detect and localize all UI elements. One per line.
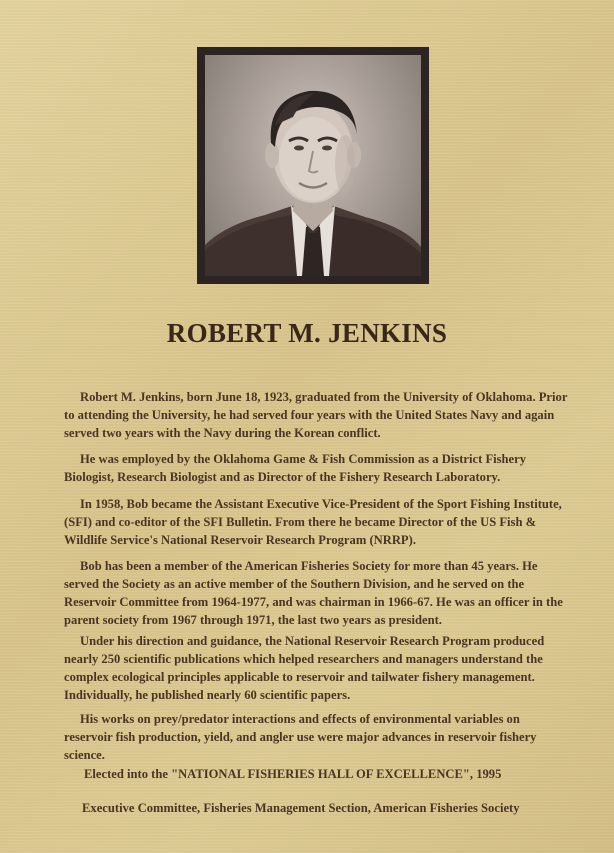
portrait-illustration	[205, 55, 421, 276]
hall-of-excellence-line: Elected into the "NATIONAL FISHERIES HALL OF EXCELLENCE", 1995	[84, 767, 502, 781]
bio-paragraph-3: In 1958, Bob became the Assistant Executive Vice-President of the Sport Fishing Institute, (SFI) and co-editor of the SFI Bulletin. From there he became Director of the US Fish & Wildlife Service's National Reservoir Research Program (NRRP).	[64, 497, 562, 547]
bio-paragraph-2: He was employed by the Oklahoma Game & Fish Commission as a District Fishery Biologist, Research Biologist and as Director of the Fishery Research Laboratory.	[64, 452, 527, 484]
committee-credit-line: Executive Committee, Fisheries Management Section, American Fisheries Society	[82, 801, 520, 815]
bio-paragraph-4: Bob has been a member of the American Fisheries Society for more than 45 years. He served the Society as an active member of the Southern Division, and he served on the Reservoir Committee from 1964-1977, and was chairman in 1966-67. He was an officer in the parent society from 1967 through 1971, the last two years as president.	[64, 559, 563, 627]
bio-paragraph-6: His works on prey/predator interactions and effects of environmental variables on reservoir fish production, yield, and angler use were major advances in reservoir fishery science.	[64, 712, 537, 762]
portrait-frame	[197, 47, 429, 284]
bio-paragraph-1: Robert M. Jenkins, born June 18, 1923, graduated from the University of Oklahoma. Prior to attending the University, he had served four years with the United States Navy and again served two years with the Navy during the Korean conflict.	[64, 390, 568, 440]
bio-paragraph-5: Under his direction and guidance, the National Reservoir Research Program produced nearly 250 scientific publications which helped researchers and managers understand the complex ecological principles applicable to reservoir and tailwater fishery management. Individually, he published nearly 60 scientific papers.	[64, 634, 545, 702]
honoree-name: ROBERT M. JENKINS	[166, 318, 448, 348]
portrait-photo	[205, 55, 421, 276]
